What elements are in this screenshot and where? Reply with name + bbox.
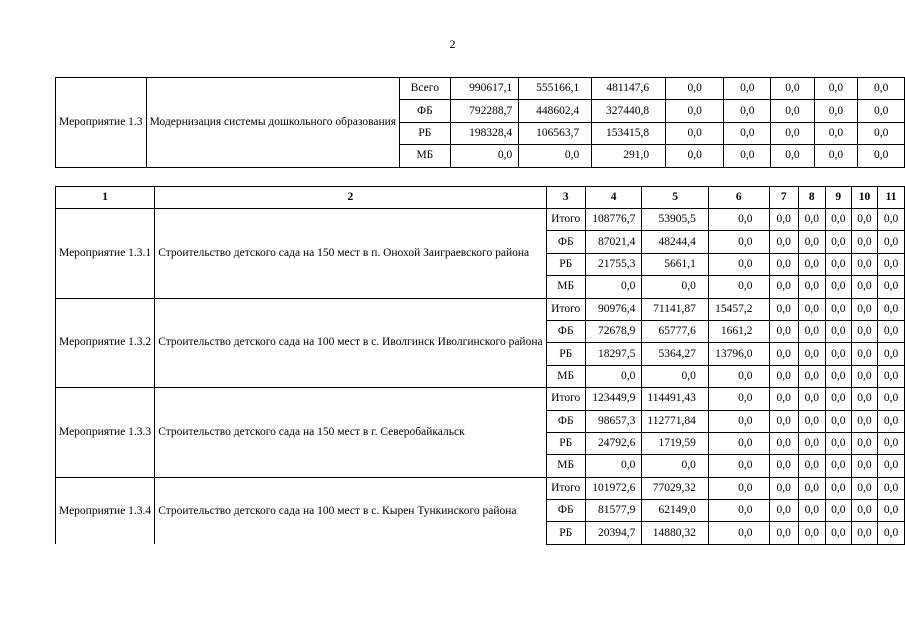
value-col-9: 0,0 [825,432,851,454]
value-col-5: 1719,59 [642,432,709,454]
value-col-9: 0,0 [825,455,851,477]
value-col-10: 0,0 [851,343,877,365]
value-col-9: 0,0 [825,253,851,275]
value-col-8: 0,0 [724,100,771,122]
value-col-9: 0,0 [771,122,815,144]
value-col-11: 0,0 [878,320,905,342]
value-col-5: 62149,0 [642,500,709,522]
value-col-8: 0,0 [798,253,825,275]
value-col-6: 0,0 [708,455,769,477]
funding-source: РБ [546,432,585,454]
value-col-6: 291,0 [592,145,666,167]
value-col-4: 123449,9 [585,388,641,410]
funding-source: МБ [400,145,451,167]
value-col-11: 0,0 [878,298,905,320]
measure-name: Модернизация системы дошкольного образования [146,78,400,168]
value-col-11: 0,0 [878,522,905,544]
value-col-4: 20394,7 [585,522,641,544]
value-col-8: 0,0 [724,78,771,100]
value-col-11: 0,0 [858,78,905,100]
value-col-6: 0,0 [708,388,769,410]
column-header: 6 [708,187,769,209]
value-col-5: 71141,87 [642,298,709,320]
value-col-8: 0,0 [798,455,825,477]
value-col-6: 0,0 [708,209,769,231]
value-col-10: 0,0 [851,455,877,477]
value-col-7: 0,0 [769,253,798,275]
value-col-10: 0,0 [851,320,877,342]
value-col-8: 0,0 [798,410,825,432]
value-col-10: 0,0 [851,276,877,298]
value-col-6: 327440,8 [592,100,666,122]
value-col-7: 0,0 [769,276,798,298]
value-col-11: 0,0 [878,276,905,298]
funding-source: ФБ [546,231,585,253]
column-header: 3 [546,187,585,209]
value-col-6: 15457,2 [708,298,769,320]
value-col-11: 0,0 [858,100,905,122]
value-col-9: 0,0 [825,231,851,253]
value-col-11: 0,0 [878,343,905,365]
value-col-7: 0,0 [769,343,798,365]
value-col-5: 114491,43 [642,388,709,410]
value-col-7: 0,0 [769,522,798,544]
value-col-5: 106563,7 [519,122,592,144]
column-header: 8 [798,187,825,209]
value-col-10: 0,0 [851,209,877,231]
value-col-5: 53905,5 [642,209,709,231]
value-col-6: 13796,0 [708,343,769,365]
value-col-8: 0,0 [798,276,825,298]
page-number: 2 [449,37,456,51]
value-col-5: 48244,4 [642,231,709,253]
value-col-6: 481147,6 [592,78,666,100]
value-col-10: 0,0 [851,365,877,387]
value-col-10: 0,0 [851,500,877,522]
value-col-6: 0,0 [708,500,769,522]
value-col-7: 0,0 [769,388,798,410]
value-col-10: 0,0 [851,231,877,253]
funding-source: РБ [400,122,451,144]
table-row [56,78,905,100]
value-col-5: 65777,6 [642,320,709,342]
funding-source: Итого [546,298,585,320]
column-header: 9 [825,187,851,209]
value-col-9: 0,0 [825,388,851,410]
funding-source: МБ [546,276,585,298]
value-col-11: 0,0 [878,365,905,387]
value-col-9: 0,0 [825,209,851,231]
value-col-5: 448602,4 [519,100,592,122]
value-col-11: 0,0 [878,500,905,522]
measure-name: Строительство детского сада на 150 мест в п. Онохой Заиграевского района [155,209,546,299]
value-col-7: 0,0 [666,78,724,100]
value-col-7: 0,0 [769,209,798,231]
value-col-10: 0,0 [814,145,858,167]
value-col-5: 0,0 [642,365,709,387]
value-col-8: 0,0 [798,500,825,522]
value-col-9: 0,0 [825,500,851,522]
value-col-10: 0,0 [851,253,877,275]
value-col-7: 0,0 [769,365,798,387]
measure-number: Мероприятие 1.3.3 [56,388,155,478]
value-col-7: 0,0 [769,298,798,320]
funding-source: Итого [546,209,585,231]
funding-source: ФБ [546,500,585,522]
value-col-4: 72678,9 [585,320,641,342]
measure-name: Строительство детского сада на 100 мест в с. Иволгинск Иволгинского района [155,298,546,388]
value-col-11: 0,0 [858,145,905,167]
value-col-11: 0,0 [878,455,905,477]
value-col-11: 0,0 [878,410,905,432]
value-col-6: 153415,8 [592,122,666,144]
value-col-9: 0,0 [825,276,851,298]
value-col-9: 0,0 [771,145,815,167]
measure-name: Строительство детского сада на 100 мест в с. Кырен Тункинского района [155,477,546,544]
value-col-6: 0,0 [708,522,769,544]
value-col-8: 0,0 [724,122,771,144]
value-col-10: 0,0 [851,388,877,410]
value-col-4: 792288,7 [450,100,519,122]
column-header: 2 [155,187,546,209]
column-header: 7 [769,187,798,209]
column-header: 10 [851,187,877,209]
value-col-9: 0,0 [825,477,851,499]
funding-source: РБ [546,343,585,365]
top-summary-table [55,77,905,168]
table-row [56,477,905,499]
value-col-4: 990617,1 [450,78,519,100]
value-col-5: 0,0 [642,276,709,298]
funding-source: МБ [546,365,585,387]
funding-source: Всего [400,78,451,100]
funding-source: ФБ [400,100,451,122]
value-col-6: 0,0 [708,276,769,298]
funding-source: РБ [546,522,585,544]
value-col-5: 5661,1 [642,253,709,275]
value-col-7: 0,0 [769,410,798,432]
value-col-9: 0,0 [825,298,851,320]
value-col-7: 0,0 [769,477,798,499]
funding-source: Итого [546,388,585,410]
value-col-8: 0,0 [798,365,825,387]
value-col-8: 0,0 [798,388,825,410]
value-col-9: 0,0 [825,320,851,342]
value-col-11: 0,0 [878,432,905,454]
value-col-9: 0,0 [825,343,851,365]
measure-number: Мероприятие 1.3.4 [56,477,155,544]
value-col-10: 0,0 [851,522,877,544]
value-col-6: 0,0 [708,365,769,387]
value-col-6: 1661,2 [708,320,769,342]
value-col-6: 0,0 [708,477,769,499]
table-header-row [56,187,905,209]
table-row [56,209,905,231]
value-col-6: 0,0 [708,231,769,253]
value-col-6: 0,0 [708,253,769,275]
value-col-4: 0,0 [450,145,519,167]
value-col-5: 0,0 [642,455,709,477]
value-col-7: 0,0 [769,320,798,342]
value-col-4: 0,0 [585,276,641,298]
column-header: 1 [56,187,155,209]
value-col-6: 0,0 [708,432,769,454]
value-col-8: 0,0 [798,209,825,231]
funding-source: Итого [546,477,585,499]
value-col-4: 0,0 [585,365,641,387]
value-col-4: 98657,3 [585,410,641,432]
value-col-7: 0,0 [666,100,724,122]
funding-source: РБ [546,253,585,275]
column-header: 11 [878,187,905,209]
value-col-10: 0,0 [851,477,877,499]
value-col-4: 81577,9 [585,500,641,522]
value-col-5: 0,0 [519,145,592,167]
value-col-11: 0,0 [878,477,905,499]
value-col-8: 0,0 [798,320,825,342]
value-col-8: 0,0 [798,343,825,365]
value-col-8: 0,0 [724,145,771,167]
value-col-5: 77029,32 [642,477,709,499]
value-col-4: 0,0 [585,455,641,477]
value-col-5: 14880,32 [642,522,709,544]
value-col-11: 0,0 [878,231,905,253]
value-col-4: 90976,4 [585,298,641,320]
measure-number: Мероприятие 1.3.2 [56,298,155,388]
value-col-5: 5364,27 [642,343,709,365]
value-col-8: 0,0 [798,432,825,454]
table-row [56,298,905,320]
funding-source: ФБ [546,410,585,432]
value-col-5: 112771,84 [642,410,709,432]
value-col-10: 0,0 [851,410,877,432]
value-col-9: 0,0 [771,78,815,100]
value-col-5: 555166,1 [519,78,592,100]
value-col-7: 0,0 [769,500,798,522]
value-col-8: 0,0 [798,298,825,320]
value-col-8: 0,0 [798,231,825,253]
value-col-10: 0,0 [814,100,858,122]
value-col-10: 0,0 [814,122,858,144]
table-row [56,388,905,410]
value-col-7: 0,0 [666,145,724,167]
column-header: 4 [585,187,641,209]
value-col-11: 0,0 [878,209,905,231]
value-col-10: 0,0 [851,298,877,320]
value-col-4: 198328,4 [450,122,519,144]
value-col-7: 0,0 [769,231,798,253]
value-col-9: 0,0 [825,365,851,387]
value-col-11: 0,0 [878,388,905,410]
value-col-7: 0,0 [769,432,798,454]
measure-number: Мероприятие 1.3.1 [56,209,155,299]
value-col-7: 0,0 [769,455,798,477]
funding-source: МБ [546,455,585,477]
measure-number: Мероприятие 1.3 [56,78,147,168]
value-col-4: 87021,4 [585,231,641,253]
value-col-9: 0,0 [825,410,851,432]
funding-source: ФБ [546,320,585,342]
value-col-11: 0,0 [878,253,905,275]
value-col-4: 21755,3 [585,253,641,275]
value-col-10: 0,0 [814,78,858,100]
column-header: 5 [642,187,709,209]
value-col-4: 101972,6 [585,477,641,499]
value-col-4: 24792,6 [585,432,641,454]
value-col-7: 0,0 [666,122,724,144]
value-col-6: 0,0 [708,410,769,432]
measure-name: Строительство детского сада на 150 мест в г. Северобайкальск [155,388,546,478]
value-col-4: 108776,7 [585,209,641,231]
value-col-9: 0,0 [825,522,851,544]
value-col-4: 18297,5 [585,343,641,365]
value-col-8: 0,0 [798,477,825,499]
main-measures-table [55,186,905,545]
value-col-8: 0,0 [798,522,825,544]
value-col-11: 0,0 [858,122,905,144]
value-col-10: 0,0 [851,432,877,454]
value-col-9: 0,0 [771,100,815,122]
